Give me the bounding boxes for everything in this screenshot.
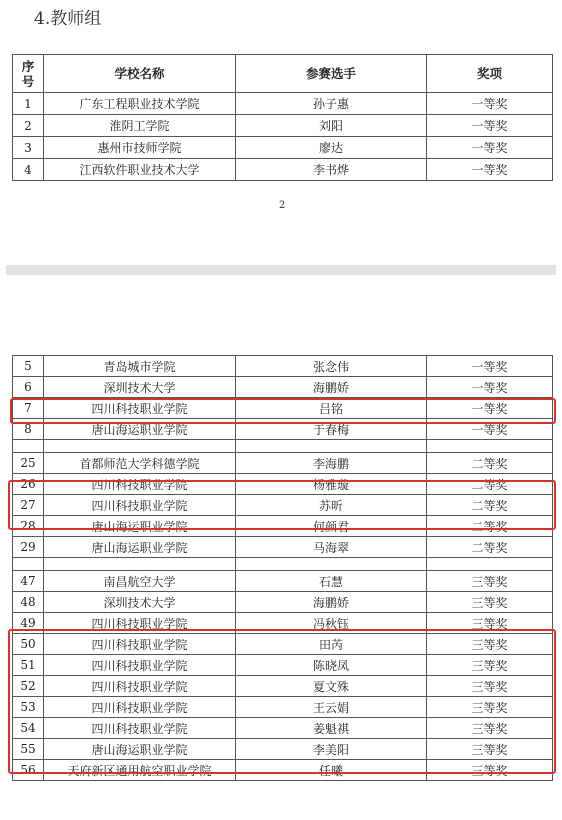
cell-school: 四川科技职业学院 <box>44 495 236 516</box>
cell-award: 一等奖 <box>427 398 553 419</box>
gap-cell <box>427 440 553 453</box>
cell-index: 54 <box>13 718 44 739</box>
cell-award: 一等奖 <box>427 93 553 115</box>
cell-school: 惠州市技师学院 <box>44 137 236 159</box>
cell-index: 3 <box>13 137 44 159</box>
cell-school: 首都师范大学科德学院 <box>44 453 236 474</box>
cell-index: 49 <box>13 613 44 634</box>
cell-award: 三等奖 <box>427 697 553 718</box>
cell-index: 29 <box>13 537 44 558</box>
table-row <box>13 718 553 739</box>
cell-award: 二等奖 <box>427 495 553 516</box>
cell-school: 深圳技术大学 <box>44 592 236 613</box>
cell-contestant: 孙子惠 <box>236 93 427 115</box>
cell-index: 26 <box>13 474 44 495</box>
table-row <box>13 655 553 676</box>
table-row <box>13 453 553 474</box>
table-row <box>13 634 553 655</box>
cell-contestant: 冯秋钰 <box>236 613 427 634</box>
gap-cell <box>13 440 44 453</box>
awards-table-page1 <box>12 54 553 181</box>
cell-award: 三等奖 <box>427 739 553 760</box>
cell-award: 三等奖 <box>427 718 553 739</box>
section-title: 4.教师组 <box>34 9 102 29</box>
cell-contestant: 海鹏娇 <box>236 592 427 613</box>
cell-contestant: 姜魁祺 <box>236 718 427 739</box>
cell-contestant: 刘阳 <box>236 115 427 137</box>
gap-cell <box>236 440 427 453</box>
cell-award: 二等奖 <box>427 453 553 474</box>
cell-award: 三等奖 <box>427 592 553 613</box>
cell-index: 28 <box>13 516 44 537</box>
table-row <box>13 592 553 613</box>
table-row <box>13 159 553 181</box>
cell-index: 47 <box>13 571 44 592</box>
cell-contestant: 苏昕 <box>236 495 427 516</box>
cell-award: 三等奖 <box>427 676 553 697</box>
header-award: 奖项 <box>427 55 553 93</box>
table-row <box>13 697 553 718</box>
cell-award: 三等奖 <box>427 655 553 676</box>
cell-school: 四川科技职业学院 <box>44 676 236 697</box>
cell-award: 二等奖 <box>427 474 553 495</box>
cell-index: 7 <box>13 398 44 419</box>
cell-school: 四川科技职业学院 <box>44 718 236 739</box>
cell-award: 一等奖 <box>427 137 553 159</box>
cell-school: 唐山海运职业学院 <box>44 419 236 440</box>
table-row <box>13 760 553 781</box>
cell-award: 一等奖 <box>427 159 553 181</box>
cell-contestant: 石慧 <box>236 571 427 592</box>
gap-cell <box>44 558 236 571</box>
table-row <box>13 474 553 495</box>
table-row <box>13 739 553 760</box>
cell-award: 三等奖 <box>427 571 553 592</box>
cell-award: 三等奖 <box>427 634 553 655</box>
cell-school: 深圳技术大学 <box>44 377 236 398</box>
awards-table-page2 <box>12 355 553 781</box>
cell-school: 淮阴工学院 <box>44 115 236 137</box>
gap-cell <box>13 558 44 571</box>
cell-index: 56 <box>13 760 44 781</box>
cell-contestant: 马海翠 <box>236 537 427 558</box>
table-row <box>13 137 553 159</box>
table-header-row <box>13 55 553 93</box>
table-row <box>13 419 553 440</box>
cell-school: 南昌航空大学 <box>44 571 236 592</box>
header-school: 学校名称 <box>44 55 236 93</box>
cell-award: 二等奖 <box>427 537 553 558</box>
cell-index: 50 <box>13 634 44 655</box>
cell-award: 一等奖 <box>427 419 553 440</box>
gap-cell <box>236 558 427 571</box>
cell-index: 48 <box>13 592 44 613</box>
cell-award: 一等奖 <box>427 115 553 137</box>
gap-cell <box>427 558 553 571</box>
cell-contestant: 陈晓凤 <box>236 655 427 676</box>
cell-school: 唐山海运职业学院 <box>44 516 236 537</box>
table-row <box>13 377 553 398</box>
cell-contestant: 李美阳 <box>236 739 427 760</box>
header-contestant: 参赛选手 <box>236 55 427 93</box>
cell-school: 四川科技职业学院 <box>44 474 236 495</box>
cell-school: 广东工程职业技术学院 <box>44 93 236 115</box>
page-number: 2 <box>279 200 286 211</box>
cell-award: 三等奖 <box>427 760 553 781</box>
cell-contestant: 于春梅 <box>236 419 427 440</box>
table-row <box>13 495 553 516</box>
cell-school: 江西软件职业技术大学 <box>44 159 236 181</box>
cell-contestant: 王云娟 <box>236 697 427 718</box>
cell-contestant: 李海鹏 <box>236 453 427 474</box>
cell-contestant: 何颜君 <box>236 516 427 537</box>
table-row <box>13 398 553 419</box>
table-row <box>13 115 553 137</box>
cell-index: 2 <box>13 115 44 137</box>
cell-index: 55 <box>13 739 44 760</box>
cell-award: 三等奖 <box>427 613 553 634</box>
cell-contestant: 吕铭 <box>236 398 427 419</box>
table-row <box>13 537 553 558</box>
cell-contestant: 李书烨 <box>236 159 427 181</box>
cell-school: 唐山海运职业学院 <box>44 537 236 558</box>
gap-cell <box>44 440 236 453</box>
header-index: 序 号 <box>13 55 44 93</box>
cell-index: 51 <box>13 655 44 676</box>
cell-award: 一等奖 <box>427 356 553 377</box>
cell-contestant: 田芮 <box>236 634 427 655</box>
cell-index: 4 <box>13 159 44 181</box>
cell-school: 四川科技职业学院 <box>44 655 236 676</box>
cell-contestant: 杨雅璇 <box>236 474 427 495</box>
row-gap <box>13 440 553 453</box>
cell-index: 27 <box>13 495 44 516</box>
cell-index: 6 <box>13 377 44 398</box>
cell-index: 1 <box>13 93 44 115</box>
cell-award: 二等奖 <box>427 516 553 537</box>
cell-contestant: 廖达 <box>236 137 427 159</box>
table-row <box>13 356 553 377</box>
cell-contestant: 张念伟 <box>236 356 427 377</box>
cell-school: 四川科技职业学院 <box>44 398 236 419</box>
cell-index: 53 <box>13 697 44 718</box>
cell-award: 一等奖 <box>427 377 553 398</box>
table-row <box>13 93 553 115</box>
cell-contestant: 任曦 <box>236 760 427 781</box>
cell-contestant: 海鹏娇 <box>236 377 427 398</box>
cell-index: 52 <box>13 676 44 697</box>
table-row <box>13 676 553 697</box>
page-separator <box>6 265 556 275</box>
cell-contestant: 夏文殊 <box>236 676 427 697</box>
cell-school: 唐山海运职业学院 <box>44 739 236 760</box>
cell-index: 25 <box>13 453 44 474</box>
row-gap <box>13 558 553 571</box>
cell-school: 四川科技职业学院 <box>44 634 236 655</box>
cell-index: 8 <box>13 419 44 440</box>
cell-index: 5 <box>13 356 44 377</box>
cell-school: 四川科技职业学院 <box>44 613 236 634</box>
table-row <box>13 613 553 634</box>
cell-school: 天府新区通用航空职业学院 <box>44 760 236 781</box>
cell-school: 青岛城市学院 <box>44 356 236 377</box>
cell-school: 四川科技职业学院 <box>44 697 236 718</box>
table-row <box>13 516 553 537</box>
table-row <box>13 571 553 592</box>
